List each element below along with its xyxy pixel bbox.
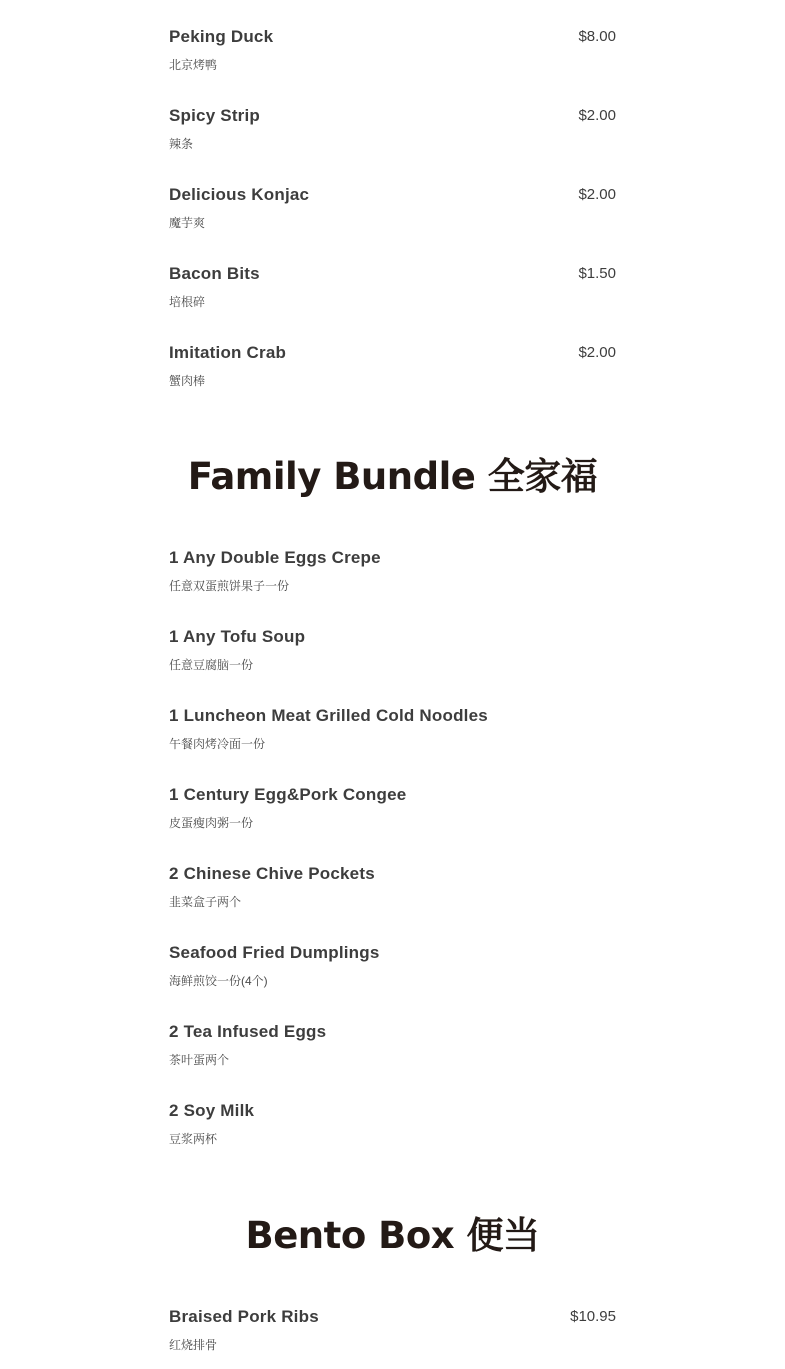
section-title-bento-box: Bento Box 便当 — [245, 1214, 540, 1257]
list-item[interactable] — [169, 610, 616, 689]
menu-item-name: Peking Duck — [169, 27, 274, 46]
section-title-family-bundle: Family Bundle 全家福 — [187, 455, 598, 498]
menu-item-subtitle: 任意双蛋煎饼果子一份 — [169, 579, 290, 593]
bento-box-list — [169, 1290, 616, 1369]
menu-item-name: 1 Century Egg&Pork Congee — [169, 785, 407, 804]
menu-item-subtitle: 红烧排骨 — [169, 1338, 218, 1352]
menu-item-price: $2.00 — [578, 344, 616, 361]
list-item[interactable] — [169, 531, 616, 610]
menu-item-subtitle: 任意豆腐脑一份 — [169, 658, 254, 672]
menu-item-price: $10.95 — [570, 1308, 616, 1325]
list-item[interactable] — [169, 847, 616, 926]
menu-item-subtitle: 皮蛋瘦肉粥一份 — [169, 816, 254, 830]
menu-item-imitation-crab[interactable] — [169, 326, 616, 405]
menu-item-subtitle: 北京烤鸭 — [169, 58, 218, 72]
menu-item-subtitle: 蟹肉棒 — [169, 374, 206, 388]
menu-item-bacon-bits[interactable] — [169, 247, 616, 326]
menu-item-price: $2.00 — [578, 107, 616, 124]
menu-item-subtitle: 午餐肉烤冷面一份 — [169, 737, 266, 751]
list-item[interactable] — [169, 1084, 616, 1163]
menu-item-subtitle: 培根碎 — [169, 295, 206, 309]
menu-item-braised-pork-ribs[interactable] — [169, 1290, 616, 1369]
menu-item-peking-duck[interactable] — [169, 10, 616, 89]
list-item[interactable] — [169, 768, 616, 847]
menu-item-name: 2 Chinese Chive Pockets — [169, 864, 375, 883]
menu-item-subtitle: 豆浆两杯 — [169, 1132, 218, 1146]
menu-item-name: 1 Any Tofu Soup — [169, 627, 306, 646]
menu-item-subtitle: 海鲜煎饺一份(4个) — [169, 974, 268, 988]
menu-item-name: Bacon Bits — [169, 264, 260, 283]
menu-item-name: 1 Luncheon Meat Grilled Cold Noodles — [169, 706, 488, 725]
menu-item-subtitle: 魔芋爽 — [169, 216, 206, 230]
menu-item-price: $8.00 — [578, 28, 616, 45]
menu-item-name: 2 Soy Milk — [169, 1101, 255, 1120]
menu-item-name: 1 Any Double Eggs Crepe — [169, 548, 381, 567]
menu-item-price: $1.50 — [578, 265, 616, 282]
menu-item-subtitle: 韭菜盒子两个 — [169, 895, 242, 909]
family-bundle-list — [169, 531, 616, 1163]
menu-item-delicious-konjac[interactable] — [169, 168, 616, 247]
menu-item-name: Braised Pork Ribs — [169, 1307, 319, 1326]
menu-item-subtitle: 茶叶蛋两个 — [169, 1053, 230, 1067]
menu-item-name: Seafood Fried Dumplings — [169, 943, 380, 962]
menu-item-name: 2 Tea Infused Eggs — [169, 1022, 327, 1041]
menu-item-name: Spicy Strip — [169, 106, 261, 125]
menu-item-spicy-strip[interactable] — [169, 89, 616, 168]
menu-list-top — [169, 10, 616, 405]
list-item[interactable] — [169, 926, 616, 1005]
list-item[interactable] — [169, 1005, 616, 1084]
menu-item-name: Imitation Crab — [169, 343, 287, 362]
list-item[interactable] — [169, 689, 616, 768]
menu-item-subtitle: 辣条 — [169, 137, 194, 151]
menu-item-name: Delicious Konjac — [169, 185, 310, 204]
menu-item-price: $2.00 — [578, 186, 616, 203]
